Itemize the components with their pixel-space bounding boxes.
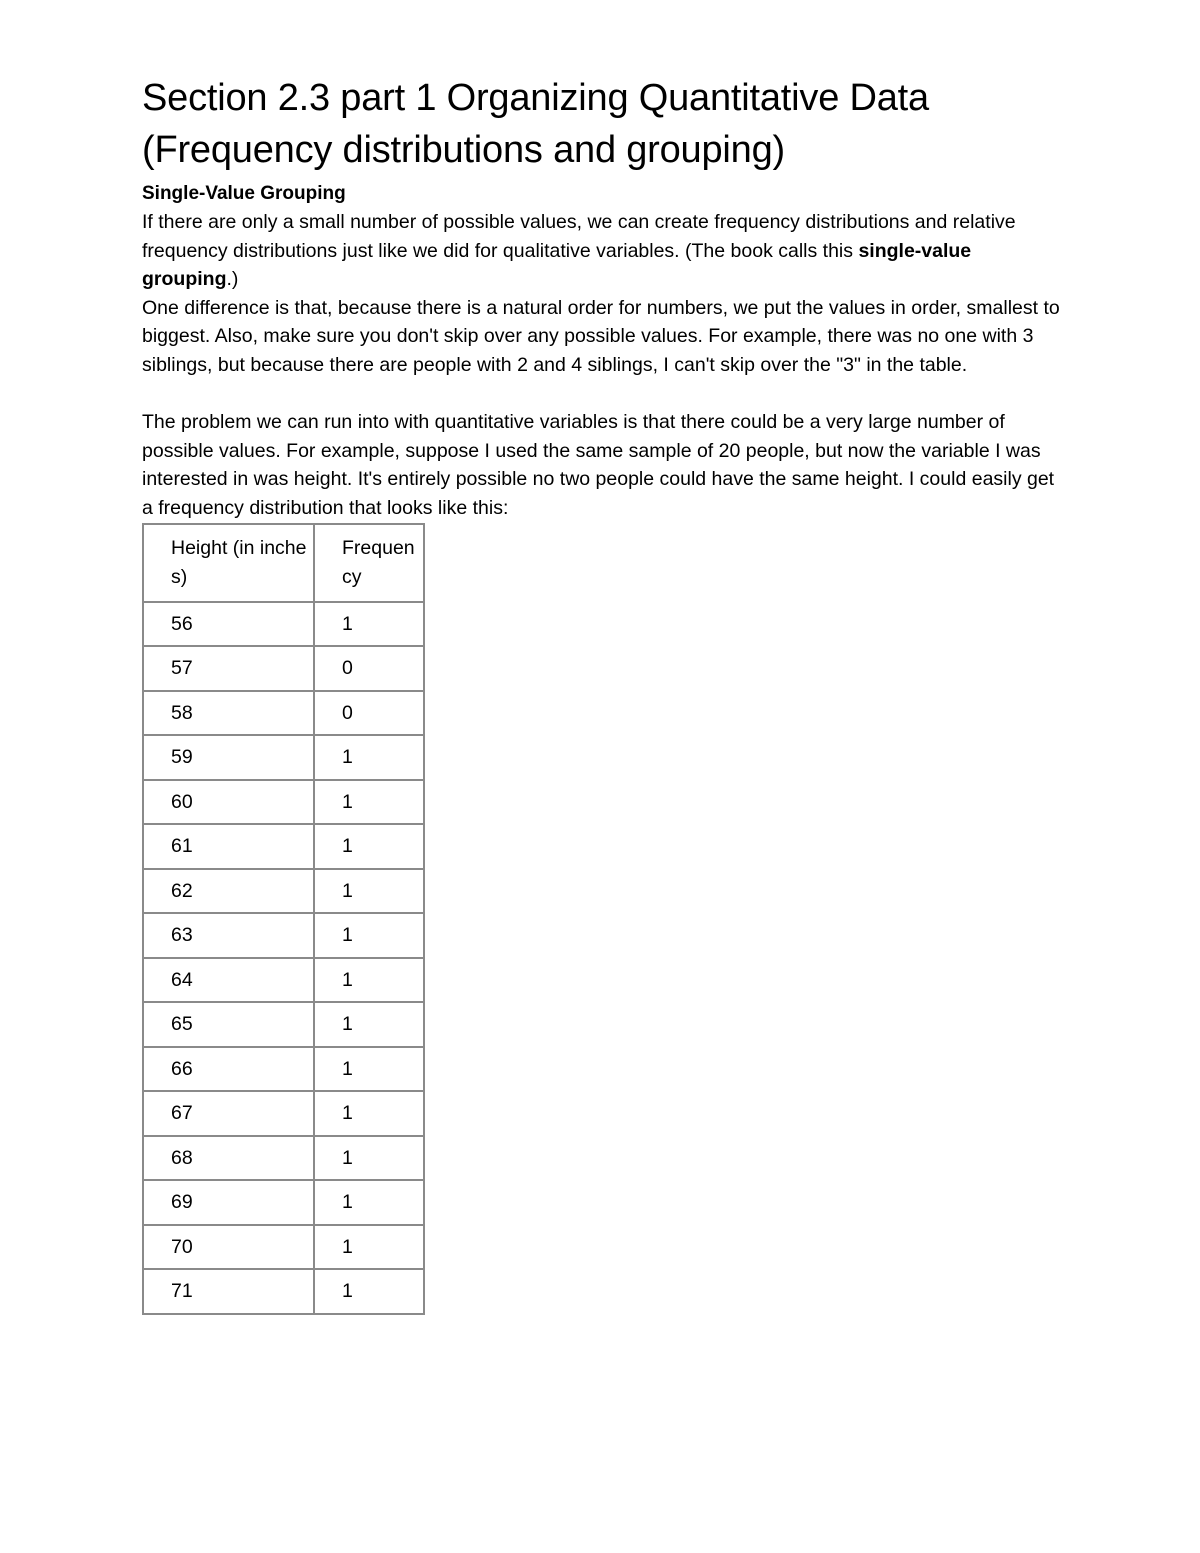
cell-height: 69 [143, 1180, 314, 1225]
paragraph-1-text-b: .) [226, 268, 239, 291]
table-row [143, 602, 424, 647]
cell-height: 57 [143, 646, 314, 691]
cell-height: 71 [143, 1269, 314, 1314]
cell-frequency: 1 [314, 602, 424, 647]
table-row [143, 958, 424, 1003]
table-row [143, 913, 424, 958]
title-line-1: Section 2.3 part 1 Organizing Quantitative Data [142, 77, 929, 119]
table-row [143, 1091, 424, 1136]
cell-height: 60 [143, 780, 314, 825]
cell-frequency: 1 [314, 869, 424, 914]
header-frequency: Frequency [314, 524, 424, 602]
table-row [143, 1180, 424, 1225]
title-line-2: (Frequency distributions and grouping) [142, 129, 785, 171]
cell-height: 59 [143, 735, 314, 780]
cell-height: 65 [143, 1002, 314, 1047]
section-subheading: Single-Value Grouping [142, 183, 346, 204]
table-row [143, 780, 424, 825]
cell-height: 64 [143, 958, 314, 1003]
cell-height: 63 [143, 913, 314, 958]
paragraph-1-bold-term: single-value grouping [142, 239, 972, 291]
document-page [142, 72, 1062, 1315]
table-row [143, 824, 424, 869]
table-row [143, 735, 424, 780]
paragraph-1-text-a: If there are only a small number of possible values, we can create frequency distributions and relative frequency distributions just like we did for qualitative variables. (The book calls this [142, 211, 1016, 262]
cell-height: 70 [143, 1225, 314, 1270]
cell-height: 58 [143, 691, 314, 736]
cell-frequency: 0 [314, 646, 424, 691]
cell-frequency: 1 [314, 1091, 424, 1136]
table-row [143, 1047, 424, 1092]
cell-frequency: 1 [314, 735, 424, 780]
table-row [143, 1136, 424, 1181]
cell-height: 56 [143, 602, 314, 647]
frequency-table [142, 523, 425, 1315]
table-row [143, 691, 424, 736]
cell-frequency: 1 [314, 913, 424, 958]
table-row [143, 869, 424, 914]
cell-height: 68 [143, 1136, 314, 1181]
table-row [143, 1269, 424, 1314]
cell-height: 66 [143, 1047, 314, 1092]
cell-height: 67 [143, 1091, 314, 1136]
page-title [142, 72, 1062, 176]
cell-frequency: 1 [314, 1180, 424, 1225]
cell-frequency: 1 [314, 958, 424, 1003]
cell-frequency: 1 [314, 1002, 424, 1047]
table-row [143, 646, 424, 691]
cell-frequency: 0 [314, 691, 424, 736]
paragraph-natural-order: One difference is that, because there is a natural order for numbers, we put the values in order, smallest to biggest. Also, make sure you don't skip over any possible values. For example, there was no one with 3 siblings, but because there are people with 2 and 4 siblings, I can't skip over the "3" in the table. [142, 296, 1060, 376]
paragraph-spacer [142, 380, 1062, 409]
table-row [143, 1002, 424, 1047]
header-height: Height (in inches) [143, 524, 314, 602]
frequency-table-body [143, 524, 424, 1314]
cell-height: 61 [143, 824, 314, 869]
cell-frequency: 1 [314, 1225, 424, 1270]
cell-frequency: 1 [314, 1136, 424, 1181]
paragraph-single-value-grouping [142, 208, 1062, 294]
cell-frequency: 1 [314, 1269, 424, 1314]
paragraph-problem: The problem we can run into with quantitative variables is that there could be a very large number of possible values. For example, suppose I used the same sample of 20 people, but now the variable I was interested in was height. It's entirely possible no two people could have the same height. I could easily get a frequency distribution that looks like this: [142, 411, 1055, 519]
cell-frequency: 1 [314, 1047, 424, 1092]
cell-frequency: 1 [314, 824, 424, 869]
table-header-row [143, 524, 424, 602]
cell-height: 62 [143, 869, 314, 914]
table-row [143, 1225, 424, 1270]
cell-frequency: 1 [314, 780, 424, 825]
